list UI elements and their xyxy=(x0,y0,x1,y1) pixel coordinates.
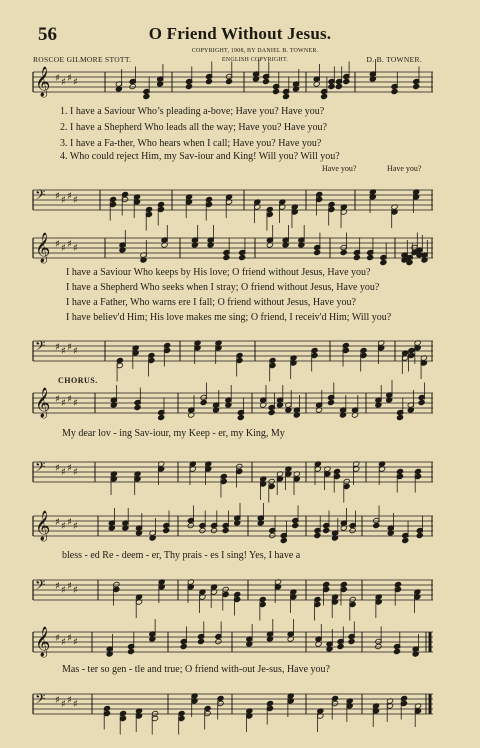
note-head xyxy=(340,249,347,255)
bass-staff xyxy=(0,684,480,729)
note-head xyxy=(237,414,244,420)
copyright-line: COPYRIGHT, 1908, BY DANIEL B. TOWNER. xyxy=(191,48,319,54)
sharp-icon: ♯ xyxy=(73,637,78,648)
verse-line: 3. I have a Fa-ther, Who hears when I call; Have you? Have you? xyxy=(60,138,322,149)
note-head xyxy=(367,254,374,260)
sharp-icon: ♯ xyxy=(73,398,78,409)
treble-staff xyxy=(0,383,480,428)
note-head xyxy=(225,78,232,84)
sharp-icon: ♯ xyxy=(67,463,72,474)
sharp-icon: ♯ xyxy=(67,191,72,202)
note-head xyxy=(380,259,387,265)
note-head xyxy=(314,532,321,538)
note-head xyxy=(375,643,382,649)
treble-clef-icon: 𝄞 xyxy=(35,511,51,541)
note-head xyxy=(197,638,204,644)
sharp-icon: ♯ xyxy=(61,585,66,596)
treble-staff xyxy=(0,622,480,667)
note-head xyxy=(418,399,425,405)
note-head xyxy=(199,527,206,533)
note-head xyxy=(349,527,356,533)
verse-line: 1. I have a Saviour Who’s pleading a-bove; Have you? Have you? xyxy=(60,106,325,117)
bass-clef-icon: 𝄢 xyxy=(35,338,46,357)
note-head xyxy=(393,648,400,654)
sharp-icon: ♯ xyxy=(73,467,78,478)
note-head xyxy=(413,83,420,89)
note-head xyxy=(280,537,287,543)
note-head xyxy=(416,532,423,538)
sharp-icon: ♯ xyxy=(67,342,72,353)
sharp-icon: ♯ xyxy=(73,77,78,88)
note-head xyxy=(222,527,229,533)
copyright-line: ENGLISH COPYRIGHT. xyxy=(221,57,289,63)
note-head xyxy=(335,83,342,89)
sharp-icon: ♯ xyxy=(55,73,60,84)
note-head xyxy=(402,537,409,543)
sharp-icon: ♯ xyxy=(67,633,72,644)
note-head xyxy=(127,648,134,654)
treble-staff xyxy=(0,506,480,551)
hymn-title: O Friend Without Jesus. xyxy=(148,24,332,43)
note-head xyxy=(396,414,403,420)
sharp-icon: ♯ xyxy=(61,346,66,357)
note-head xyxy=(348,638,355,644)
sharp-icon: ♯ xyxy=(67,695,72,706)
chorus-line: My dear lov - ing Sav-iour, my Keep - er, my King, My xyxy=(62,428,285,439)
sharp-icon: ♯ xyxy=(55,191,60,202)
sharp-icon: ♯ xyxy=(73,521,78,532)
note-head xyxy=(223,254,230,260)
sharp-icon: ♯ xyxy=(67,239,72,250)
note-head xyxy=(163,527,170,533)
note-head xyxy=(323,527,330,533)
verse-line: 4. Who could reject Him, my Sav-iour and King! Will you? Will you? xyxy=(60,151,340,162)
note-head xyxy=(200,399,207,405)
author: ROSCOE GILMORE STOTT. xyxy=(33,55,132,64)
bass-clef-icon: 𝄢 xyxy=(35,691,46,710)
note-head xyxy=(158,414,165,420)
sharp-icon: ♯ xyxy=(67,73,72,84)
sharp-icon: ♯ xyxy=(61,699,66,710)
sharp-icon: ♯ xyxy=(61,398,66,409)
verse-line: I have believ'd Him; His love makes me sing; O friend, I receiv'd Him; Will you? xyxy=(66,312,392,323)
bass-clef-icon: 𝄢 xyxy=(35,577,46,596)
note-head xyxy=(373,522,380,528)
echo-text: Have you? xyxy=(322,164,357,173)
verse-line: I have a Shepherd Who seeks when I stray; O friend without Jesus, Have you? xyxy=(66,282,380,293)
note-head xyxy=(134,404,141,410)
sharp-icon: ♯ xyxy=(61,467,66,478)
note-head xyxy=(353,254,360,260)
note-head xyxy=(262,78,269,84)
note-head xyxy=(292,522,299,528)
hymn-number: 56 xyxy=(38,24,57,45)
note-head xyxy=(185,83,192,89)
sharp-icon: ♯ xyxy=(61,637,66,648)
sharp-icon: ♯ xyxy=(61,243,66,254)
note-head xyxy=(337,643,344,649)
note-head xyxy=(129,83,136,89)
bass-staff xyxy=(0,180,480,225)
verse-line: 2. I have a Shepherd Who leads all the way; Have you? Have you? xyxy=(60,122,327,133)
bass-staff xyxy=(0,570,480,615)
note-head xyxy=(327,399,334,405)
note-head xyxy=(272,88,279,94)
treble-clef-icon: 𝄞 xyxy=(35,627,51,657)
sharp-icon: ♯ xyxy=(55,463,60,474)
note-head xyxy=(210,527,217,533)
sharp-icon: ♯ xyxy=(61,77,66,88)
sharp-icon: ♯ xyxy=(61,195,66,206)
sharp-icon: ♯ xyxy=(55,633,60,644)
sharp-icon: ♯ xyxy=(61,521,66,532)
sharp-icon: ♯ xyxy=(73,585,78,596)
sharp-icon: ♯ xyxy=(73,346,78,357)
sharp-icon: ♯ xyxy=(73,699,78,710)
sharp-icon: ♯ xyxy=(55,517,60,528)
sharp-icon: ♯ xyxy=(67,517,72,528)
chorus-label: CHORUS. xyxy=(58,376,98,385)
note-head xyxy=(328,83,335,89)
bass-clef-icon: 𝄢 xyxy=(35,187,46,206)
bass-staff xyxy=(0,452,480,497)
verse-line: I have a Father, Who warns ere I fall; O friend without Jesus, Have you? xyxy=(66,297,356,308)
note-head xyxy=(321,93,328,99)
sharp-icon: ♯ xyxy=(55,581,60,592)
note-head xyxy=(180,643,187,649)
note-head xyxy=(391,88,398,94)
treble-clef-icon: 𝄞 xyxy=(35,67,51,97)
sharp-icon: ♯ xyxy=(67,394,72,405)
bass-staff xyxy=(0,331,480,376)
sharp-icon: ♯ xyxy=(55,695,60,706)
note-head xyxy=(239,254,246,260)
note-head xyxy=(215,638,222,644)
sharp-icon: ♯ xyxy=(55,394,60,405)
treble-staff xyxy=(0,62,480,107)
note-head xyxy=(143,93,150,99)
sharp-icon: ♯ xyxy=(73,243,78,254)
sharp-icon: ♯ xyxy=(73,195,78,206)
chorus-line: bless - ed Re - deem - er, Thy prais - es I sing! Yes, I have a xyxy=(62,550,301,561)
sharp-icon: ♯ xyxy=(67,581,72,592)
note-head xyxy=(268,409,275,415)
note-head xyxy=(187,522,194,528)
composer: D. B. TOWNER. xyxy=(366,55,422,64)
sharp-icon: ♯ xyxy=(55,239,60,250)
note-head xyxy=(205,78,212,84)
bass-clef-icon: 𝄢 xyxy=(35,459,46,478)
note-head xyxy=(282,93,289,99)
echo-text: Have you? xyxy=(387,164,422,173)
verse-line: I have a Saviour Who keeps by His love; O friend without Jesus, Have you? xyxy=(66,267,371,278)
sharp-icon: ♯ xyxy=(55,342,60,353)
treble-clef-icon: 𝄞 xyxy=(35,388,51,418)
note-head xyxy=(314,249,321,255)
chorus-line: Mas - ter so gen - tle and true; O friend with-out Je-sus, Have you? xyxy=(62,664,330,675)
treble-clef-icon: 𝄞 xyxy=(35,233,51,263)
note-head xyxy=(269,532,276,538)
note-head xyxy=(343,78,350,84)
